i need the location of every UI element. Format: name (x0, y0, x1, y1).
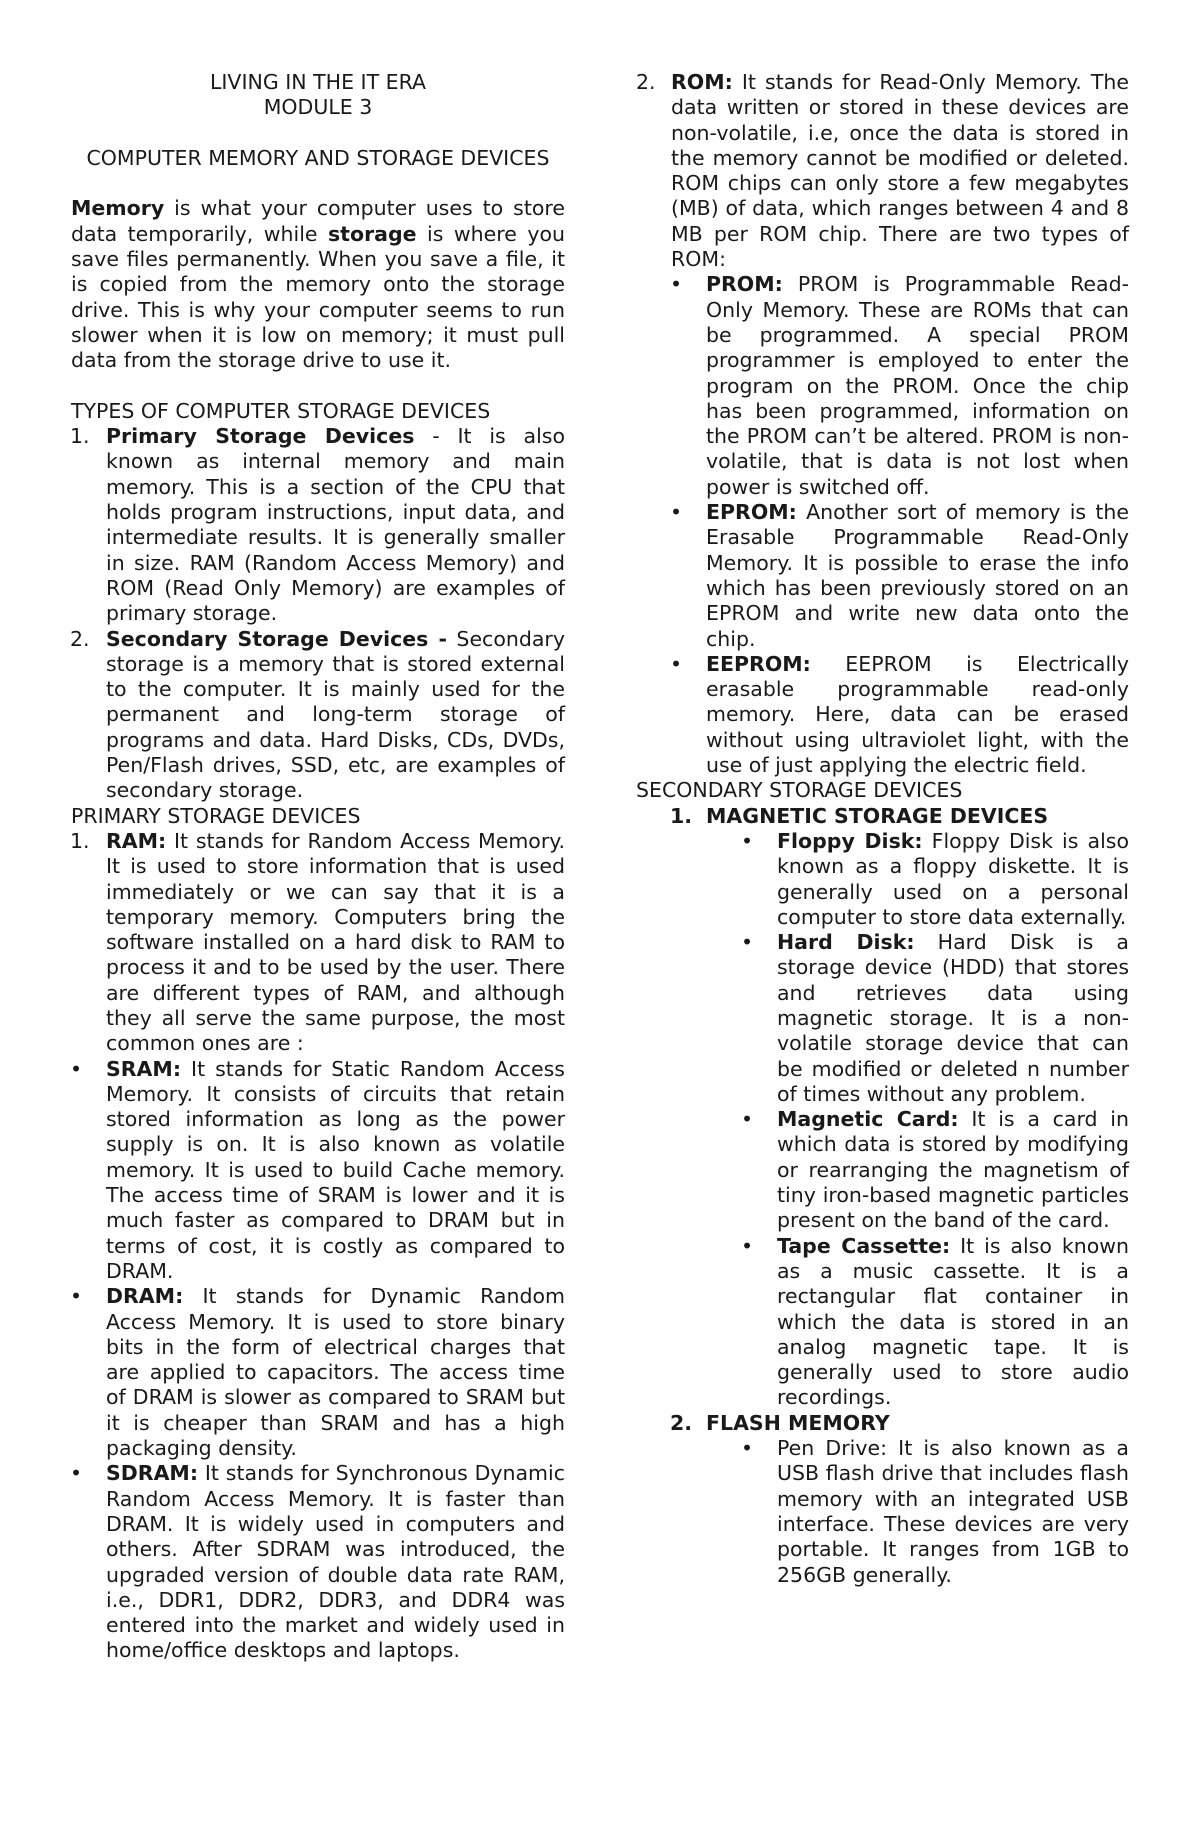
bullet-magnetic-card: • Magnetic Card: It is a card in which data is stored by modifying or rearranging the magnetism of tiny iron-based magnetic particles present on the band of the card. (741, 1107, 1129, 1233)
bullet-sdram: • SDRAM: It stands for Synchronous Dynamic Random Access Memory. It is faster than DRAM. It is widely used in computers and others. After SDRAM was introduced, the upgraded version of double data rate RAM, i.e., DDR1, DDR2, DDR3, and DDR4 was entered into the market and widely used in home/office desktops and laptops. (70, 1461, 565, 1663)
bullet-floppy-disk: • Floppy Disk: Floppy Disk is also known as a floppy diskette. It is generally used on a personal computer to store data externally. (741, 828, 1129, 929)
bullet-pen-drive: • Pen Drive: It is also known as a USB flash drive that includes flash memory with an integrated USB interface. These devices are very portable. It ranges from 1GB to 256GB generally. (741, 1436, 1129, 1587)
types-heading: TYPES OF COMPUTER STORAGE DEVICES (71, 398, 491, 423)
list-item-ram: 1. RAM: It stands for Random Access Memory. It is used to store information that is used immediately or we can say that it is a temporary memory. Computers bring the software installed on a hard disk to RAM to process it and to be used by the user. There are different types of RAM, and although they all serve the same purpose, the most common ones are : (70, 828, 565, 1056)
intro-paragraph: Memory is what your computer uses to store data temporarily, while storage is where you save files permanently. When you save a file, it is copied from the memory onto the storage drive. This is why your computer seems to run slower when it is low on memory; it must pull data from the storage drive to use it. (71, 196, 565, 373)
bullet-icon: • (70, 1461, 83, 1486)
bullet-icon: • (670, 272, 683, 297)
bullet-eeprom: • EEPROM: EEPROM is Electrically erasable programmable read-only memory. Here, data can be erased without using ultraviolet light, with the use of just applying the electric field. (670, 651, 1129, 778)
bullet-icon: • (741, 1233, 754, 1258)
bullet-icon: • (670, 651, 683, 676)
left-column (71, 70, 565, 1664)
right-column (636, 70, 1129, 1588)
bullet-hard-disk: • Hard Disk: Hard Disk is a storage device (HDD) that stores and retrieves data using magnetic storage. It is a non-volatile storage device that can be modified or deleted n number of times without any problem. (741, 930, 1129, 1106)
bullet-icon: • (670, 500, 683, 525)
bullet-eprom: • EPROM: Another sort of memory is the Erasable Programmable Read-Only Memory. It is possible to erase the info which has been previously stored on an EPROM and write new data onto the chip. (670, 500, 1129, 651)
list-item-rom: 2. ROM: It stands for Read-Only Memory. The data written or stored in these devices are non-volatile, i.e, once the data is stored in the memory cannot be modified or deleted. ROM chips can only store a few megabytes (MB) of data, which ranges between 4 and 8 MB per ROM chip. There are two types of ROM: (636, 70, 1129, 272)
bullet-icon: • (741, 1107, 754, 1132)
list-item-primary-storage: 1. Primary Storage Devices - It is also known as internal memory and main memory. This is a section of the CPU that holds program instructions, input data, and intermediate results. It is generally smaller in size. RAM (Random Access Memory) and ROM (Read Only Memory) are examples of primary storage. (70, 424, 566, 626)
document-subtitle: COMPUTER MEMORY AND STORAGE DEVICES (86, 145, 550, 170)
magnetic-heading: 1. MAGNETIC STORAGE DEVICES (670, 803, 1049, 828)
module-label: MODULE 3 (263, 95, 373, 120)
bullet-dram: • DRAM: It stands for Dynamic Random Access Memory. It is used to store binary bits in the form of electrical charges that are applied to capacitors. The access time of DRAM is slower as compared to SRAM but it is cheaper than SRAM and has a high packaging density. (70, 1284, 565, 1461)
bullet-icon: • (741, 930, 754, 955)
document-title: LIVING IN THE IT ERA (209, 70, 427, 94)
bullet-icon: • (741, 828, 754, 853)
term-memory: Memory (71, 196, 165, 221)
bullet-icon: • (741, 1436, 754, 1461)
bullet-sram: • SRAM: It stands for Static Random Access Memory. It consists of circuits that retain stored information as long as the power supply is on. It is also known as volatile memory. It is used to build Cache memory. The access time of SRAM is lower and it is much faster as compared to DRAM but in terms of cost, it is costly as compared to DRAM. (70, 1056, 565, 1283)
secondary-heading: SECONDARY STORAGE DEVICES (636, 778, 963, 803)
bullet-prom: • PROM: PROM is Programmable Read-Only Memory. These are ROMs that can be programmed. A special PROM programmer is employed to enter the program on the PROM. Once the chip has been programmed, information on the PROM can’t be altered. PROM is non-volatile, that is data is not lost when power is switched off. (670, 272, 1129, 499)
list-item-secondary-storage: 2. Secondary Storage Devices - Secondary storage is a memory that is stored external to the computer. It is mainly used for the permanent and long-term storage of programs and data. Hard Disks, CDs, DVDs, Pen/Flash drives, SSD, etc, are examples of secondary storage. (70, 626, 565, 803)
primary-heading: PRIMARY STORAGE DEVICES (71, 803, 361, 828)
term-storage: storage (327, 221, 417, 246)
bullet-icon: • (70, 1056, 83, 1081)
bullet-tape-cassette: • Tape Cassette: It is also known as a music cassette. It is a rectangular flat container in which the data is stored in an analog magnetic tape. It is generally used to store audio recordings. (741, 1233, 1129, 1410)
flash-heading: 2. FLASH MEMORY (670, 1410, 890, 1435)
bullet-icon: • (70, 1284, 83, 1309)
